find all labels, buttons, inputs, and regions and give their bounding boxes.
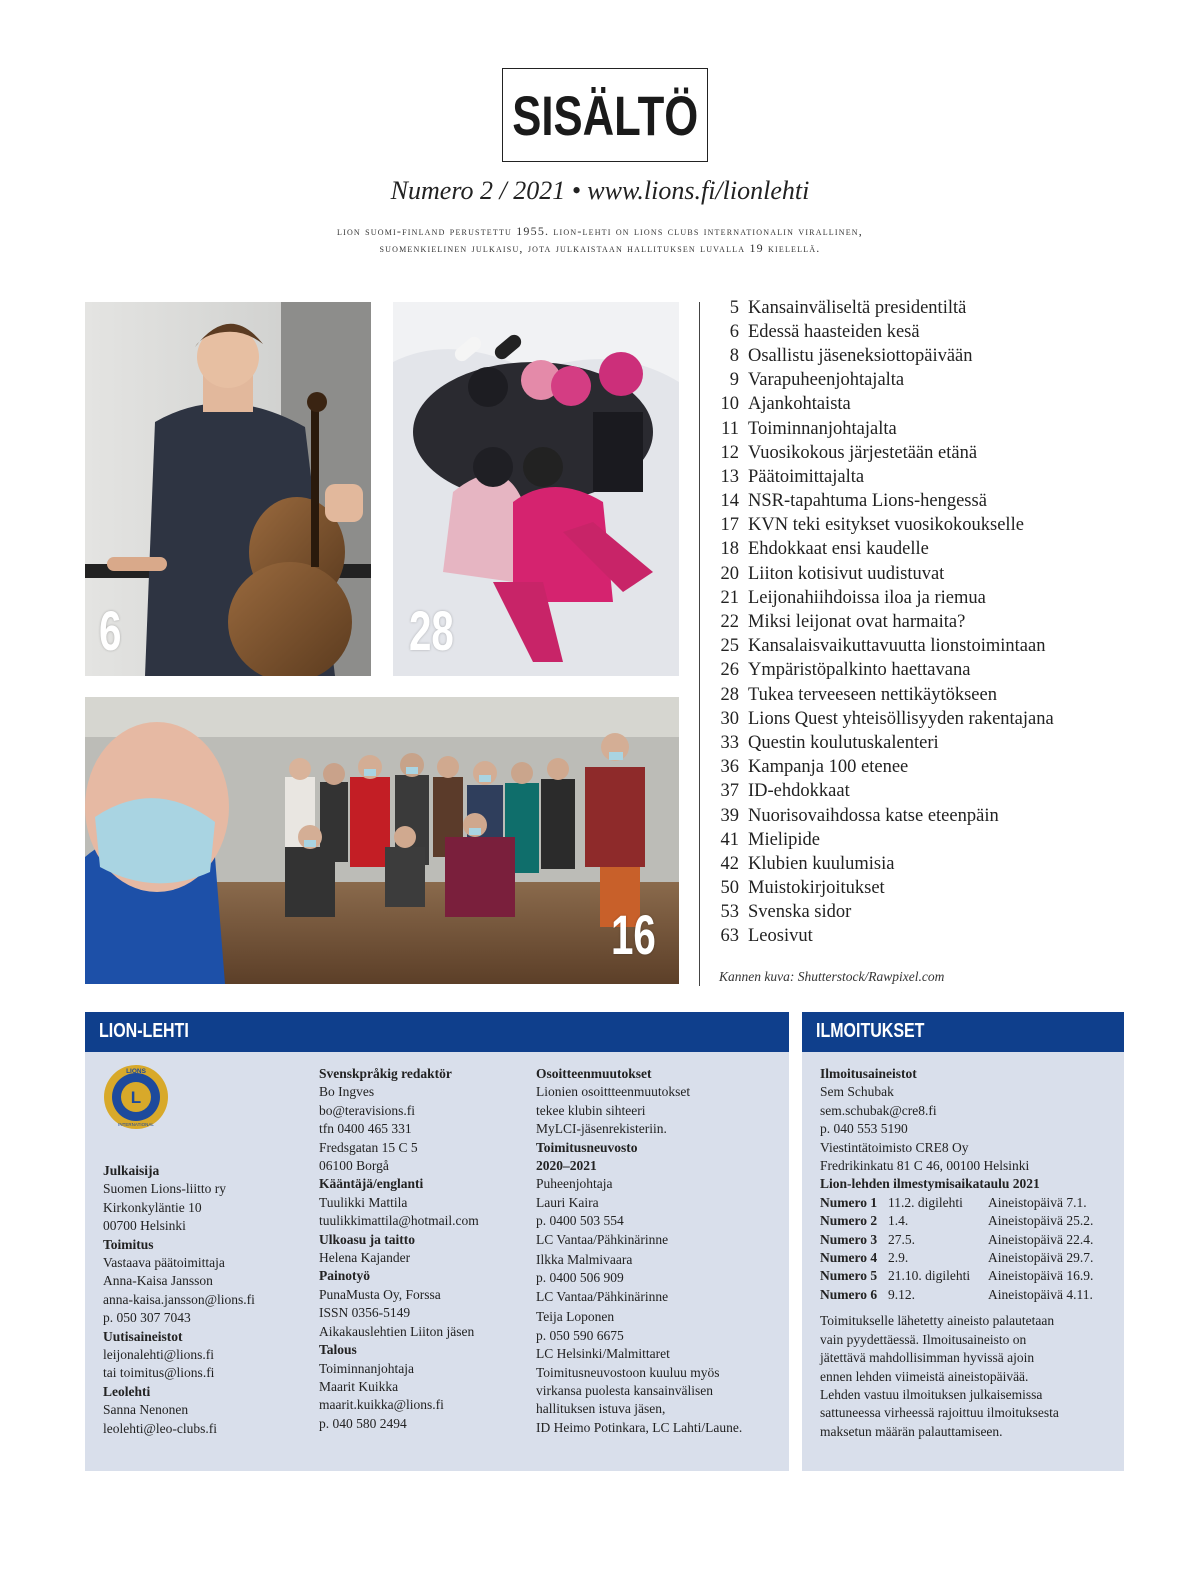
toc-item[interactable] — [712, 417, 1152, 441]
schedule-issue: Numero 4 — [820, 1250, 878, 1266]
toc-item[interactable] — [712, 877, 1152, 901]
toc-title: Kansalaisvaikuttavuutta lionstoimintaan — [748, 636, 1046, 657]
neuvosto-line: LC Helsinki/Malmittaret — [536, 1346, 670, 1362]
neuvosto-line: p. 0400 506 909 — [536, 1270, 624, 1286]
aineistot-line: Sem Schubak — [820, 1084, 894, 1100]
toc-item[interactable] — [712, 852, 1152, 876]
ilmoitukset-content — [820, 1065, 1120, 1441]
toimitus-line: Vastaava päätoimittaja — [103, 1255, 225, 1271]
neuvosto-line: Puheenjohtaja — [536, 1176, 613, 1192]
schedule-date: 1.4. — [888, 1213, 909, 1229]
toc-title: Liiton kotisivut uudistuvat — [748, 563, 945, 584]
toc-title: Osallistu jäseneksiottopäivään — [748, 345, 973, 366]
toc-title: Muistokirjoitukset — [748, 878, 885, 899]
lion-lehti-col2 — [319, 1065, 529, 1433]
ilmoitukset-note-line: sattuneessa virheessä rajoittuu ilmoituksesta — [820, 1405, 1059, 1421]
photo-group — [85, 697, 679, 984]
toc-title: Svenska sidor — [748, 902, 852, 923]
talous-phone: p. 040 580 2494 — [319, 1415, 407, 1431]
schedule-table — [820, 1194, 1120, 1304]
uutisaineistot-email[interactable]: leijonalehti@lions.fi — [103, 1347, 215, 1363]
neuvosto-line: LC Vantaa/Pähkinärinne — [536, 1231, 669, 1247]
intro-line: lion suomi-finland perustettu 1955. lion-lehti on lions clubs internationalin virallinen, — [337, 224, 863, 238]
title-box — [502, 68, 708, 162]
uutisaineistot-heading: Uutisaineistot — [103, 1328, 183, 1344]
schedule-row — [820, 1286, 1120, 1304]
toc-page-number: 10 — [720, 394, 739, 415]
toimitusneuvosto-heading: Toimitusneuvosto — [536, 1139, 638, 1155]
aineistot-phone: p. 040 553 5190 — [820, 1121, 908, 1137]
kaantaja-line: Tuulikki Mattila — [319, 1194, 408, 1210]
toc-page-number: 22 — [720, 612, 739, 633]
osoite-line: Lionien osoittteenmuutokset — [536, 1084, 691, 1100]
schedule-heading: Lion-lehden ilmestymisaikataulu 2021 — [820, 1176, 1040, 1192]
aineistot-line: Fredrikinkatu 81 C 46, 00100 Helsinki — [820, 1158, 1030, 1174]
svensk-redaktor-heading: Svenskpråkig redaktör — [319, 1066, 452, 1081]
toimitus-phone: p. 050 307 7043 — [103, 1310, 191, 1326]
photo-cellist-image — [85, 302, 371, 676]
schedule-date: 9.12. — [888, 1286, 915, 1302]
ilmoitukset-note-line: Lehden vastuu ilmoituksen julkaisemissa — [820, 1386, 1043, 1402]
toc-page-number: 63 — [720, 926, 739, 947]
schedule-issue: Numero 3 — [820, 1231, 878, 1247]
toc-item[interactable] — [712, 514, 1152, 538]
toc-title: Lions Quest yhteisöllisyyden rakentajana — [748, 708, 1054, 729]
table-of-contents — [712, 296, 1152, 949]
toc-item[interactable] — [712, 320, 1152, 344]
talous-email[interactable]: maarit.kuikka@lions.fi — [319, 1397, 444, 1413]
painotyo-line: Aikakauslehtien Liiton jäsen — [319, 1323, 475, 1339]
kaantaja-email[interactable]: tuulikkimattila@hotmail.com — [319, 1213, 479, 1229]
ilmoitukset-note-line: ennen lehden viimeistä aineistopäivää. — [820, 1368, 1029, 1384]
toc-page-number: 20 — [720, 563, 739, 584]
ilmoitukset-heading-bar — [802, 1012, 1124, 1052]
leolehti-line: Sanna Nenonen — [103, 1402, 189, 1418]
neuvosto-note-line: ID Heimo Potinkara, LC Lahti/Laune. — [536, 1419, 743, 1435]
toc-title: Mielipide — [748, 829, 820, 850]
toc-title: NSR-tapahtuma Lions-hengessä — [748, 491, 987, 512]
julkaisija-line: Kirkonkyläntie 10 — [103, 1199, 202, 1215]
photo-group-image — [85, 697, 679, 984]
julkaisija-line: Suomen Lions-liitto ry — [103, 1181, 226, 1197]
ilmoitukset-note-line: jätettävä mahdollisimman hyvissä ajoin — [820, 1350, 1035, 1366]
toc-page-number: 9 — [729, 370, 739, 391]
svensk-line: tfn 0400 465 331 — [319, 1121, 412, 1137]
talous-line: Toiminnanjohtaja — [319, 1360, 415, 1376]
toc-item[interactable] — [712, 344, 1152, 368]
toc-title: Ympäristöpalkinto haettavana — [748, 660, 971, 681]
cover-credit: Kannen kuva: Shutterstock/Rawpixel.com — [719, 969, 945, 984]
osoite-line: tekee klubin sihteeri — [536, 1102, 646, 1118]
neuvosto-note-line: virkansa puolesta kansainvälisen — [536, 1382, 713, 1398]
toc-item[interactable] — [712, 925, 1152, 949]
intro-text — [0, 223, 1200, 257]
schedule-date: 2.9. — [888, 1250, 909, 1266]
logo-top-text: LIONS — [126, 1068, 146, 1075]
toimitus-heading: Toimitus — [103, 1236, 154, 1252]
ilmoitukset-heading: ILMOITUKSET — [816, 1020, 925, 1042]
toc-page-number: 25 — [720, 636, 739, 657]
toc-item[interactable] — [712, 828, 1152, 852]
painotyo-line: PunaMusta Oy, Forssa — [319, 1286, 441, 1302]
toc-item[interactable] — [712, 369, 1152, 393]
column-divider — [699, 302, 700, 986]
toc-item[interactable] — [712, 610, 1152, 634]
ulkoasu-heading: Ulkoasu ja taitto — [319, 1231, 416, 1247]
toc-item[interactable] — [712, 586, 1152, 610]
schedule-deadline: Aineistopäivä 22.4. — [988, 1231, 1094, 1247]
talous-line: Maarit Kuikka — [319, 1378, 399, 1394]
toc-title: Leijonahiihdoissa iloa ja riemua — [748, 587, 986, 608]
toc-page-number: 36 — [720, 757, 739, 778]
toc-page-number: 12 — [720, 442, 739, 463]
schedule-deadline: Aineistopäivä 4.11. — [988, 1286, 1093, 1302]
lion-lehti-col3 — [536, 1065, 786, 1437]
lion-lehti-heading-bar — [85, 1012, 789, 1052]
toc-page-number: 11 — [721, 418, 739, 439]
toc-page-number: 41 — [720, 829, 739, 850]
toc-title: Ajankohtaista — [748, 394, 851, 415]
kaantaja-heading: Kääntäjä/englanti — [319, 1176, 424, 1192]
toc-title: Kansainväliseltä presidentiltä — [748, 297, 967, 318]
photo-page-number: 6 — [99, 599, 122, 662]
toc-page-number: 28 — [720, 684, 739, 705]
toc-page-number: 26 — [720, 660, 739, 681]
toc-item[interactable] — [712, 756, 1152, 780]
toc-page-number: 17 — [720, 515, 739, 536]
toc-item[interactable] — [712, 538, 1152, 562]
toc-page-number: 5 — [729, 297, 739, 318]
svensk-email[interactable]: bo@teravisions.fi — [319, 1102, 416, 1118]
toc-title: Kampanja 100 etenee — [748, 757, 909, 778]
schedule-issue: Numero 2 — [820, 1213, 878, 1229]
toc-page-number: 50 — [720, 878, 739, 899]
schedule-issue: Numero 1 — [820, 1194, 878, 1210]
toc-page-number: 13 — [720, 466, 739, 487]
schedule-date: 21.10. digilehti — [888, 1268, 971, 1284]
toc-page-number: 21 — [720, 587, 739, 608]
toc-title: Päätoimittajalta — [748, 466, 865, 487]
toc-title: Klubien kuulumisia — [748, 853, 895, 874]
toc-page-number: 6 — [729, 321, 739, 342]
schedule-date: 27.5. — [888, 1231, 915, 1247]
toc-title: Toiminnanjohtajalta — [748, 418, 897, 439]
schedule-deadline: Aineistopäivä 29.7. — [988, 1250, 1094, 1266]
toc-page-number: 42 — [720, 853, 739, 874]
photo-page-number: 28 — [409, 599, 454, 662]
leolehti-heading: Leolehti — [103, 1383, 151, 1399]
ilmoitusaineistot-heading: Ilmoitusaineistot — [820, 1066, 917, 1081]
intro-line: suomenkielinen julkaisu, jota julkaistaan hallituksen luvalla 19 kielellä. — [379, 241, 821, 255]
toc-page-number: 8 — [729, 345, 739, 366]
photo-page-number: 16 — [611, 903, 656, 966]
toc-item[interactable] — [712, 731, 1152, 755]
toc-page-number: 14 — [720, 491, 739, 512]
toc-item[interactable] — [712, 490, 1152, 514]
toc-title: Nuorisovaihdossa katse eteenpäin — [748, 805, 999, 826]
talous-heading: Talous — [319, 1342, 357, 1358]
toc-item[interactable] — [712, 635, 1152, 659]
toc-item[interactable] — [712, 393, 1152, 417]
toc-page-number: 37 — [720, 781, 739, 802]
toc-title: Edessä haasteiden kesä — [748, 321, 920, 342]
painotyo-heading: Painotyö — [319, 1268, 371, 1284]
toc-page-number: 33 — [720, 732, 739, 753]
ilmoitukset-note-line: Toimitukselle lähetetty aineisto palautetaan — [820, 1313, 1055, 1329]
ulkoasu-line: Helena Kajander — [319, 1250, 411, 1266]
neuvosto-line: Lauri Kaira — [536, 1194, 599, 1210]
toc-page-number: 30 — [720, 708, 739, 729]
toc-title: Leosivut — [748, 926, 813, 947]
toc-item[interactable] — [712, 296, 1152, 320]
logo-bottom-text: INTERNATIONAL — [118, 1122, 154, 1127]
photo-cellist — [85, 302, 371, 676]
neuvosto-line: p. 050 590 6675 — [536, 1327, 624, 1343]
toc-item[interactable] — [712, 441, 1152, 465]
toc-item[interactable] — [712, 683, 1152, 707]
toc-item[interactable] — [712, 780, 1152, 804]
schedule-row — [820, 1231, 1120, 1249]
ilmoitukset-note-line: maksetun määrän palauttamiseen. — [820, 1423, 1003, 1439]
julkaisija-heading: Julkaisija — [103, 1163, 160, 1178]
svensk-line: Bo Ingves — [319, 1084, 375, 1100]
toc-item[interactable] — [712, 707, 1152, 731]
osoite-line: MyLCI-jäsenrekisteriin. — [536, 1121, 667, 1137]
lion-lehti-col1 — [103, 1162, 303, 1438]
page-title: SISÄLTÖ — [511, 83, 699, 147]
aineistot-line: Viestintätoimisto CRE8 Oy — [820, 1139, 969, 1155]
toc-title: Miksi leijonat ovat harmaita? — [748, 612, 966, 633]
svensk-line: 06100 Borgå — [319, 1158, 389, 1174]
schedule-date: 11.2. digilehti — [888, 1194, 963, 1210]
photo-snow-kids — [393, 302, 679, 676]
toc-item[interactable] — [712, 465, 1152, 489]
painotyo-line: ISSN 0356-5149 — [319, 1305, 411, 1321]
toc-item[interactable] — [712, 804, 1152, 828]
neuvosto-line: Teija Loponen — [536, 1309, 615, 1325]
schedule-deadline: Aineistopäivä 16.9. — [988, 1268, 1094, 1284]
schedule-deadline: Aineistopäivä 7.1. — [988, 1194, 1087, 1210]
toc-item[interactable] — [712, 901, 1152, 925]
schedule-issue: Numero 5 — [820, 1268, 878, 1284]
logo-letter: L — [130, 1088, 142, 1107]
lions-logo-icon — [103, 1064, 169, 1130]
svensk-line: Fredsgatan 15 C 5 — [319, 1139, 418, 1155]
schedule-issue: Numero 6 — [820, 1286, 878, 1302]
toc-page-number: 18 — [720, 539, 739, 560]
neuvosto-note-line: Toimitusneuvostoon kuuluu myös — [536, 1364, 720, 1380]
leolehti-email[interactable]: leolehti@leo-clubs.fi — [103, 1420, 218, 1436]
toc-item[interactable] — [712, 659, 1152, 683]
toimitusneuvosto-period: 2020–2021 — [536, 1158, 597, 1174]
toimitus-email[interactable]: anna-kaisa.jansson@lions.fi — [103, 1291, 255, 1307]
neuvosto-line: Ilkka Malmivaara — [536, 1252, 633, 1268]
toc-title: Questin koulutuskalenteri — [748, 732, 939, 753]
toc-title: Varapuheenjohtajalta — [748, 370, 905, 391]
lion-lehti-heading: LION-LEHTI — [99, 1020, 189, 1042]
toc-title: Vuosikokous järjestetään etänä — [748, 442, 978, 463]
julkaisija-line: 00700 Helsinki — [103, 1218, 186, 1234]
aineistot-email[interactable]: sem.schubak@cre8.fi — [820, 1102, 937, 1118]
toc-item[interactable] — [712, 562, 1152, 586]
neuvosto-note-line: hallituksen istuva jäsen, — [536, 1401, 666, 1417]
schedule-deadline: Aineistopäivä 25.2. — [988, 1213, 1094, 1229]
schedule-row — [820, 1212, 1120, 1230]
neuvosto-line: LC Vantaa/Pähkinärinne — [536, 1288, 669, 1304]
toc-title: Ehdokkaat ensi kaudelle — [748, 539, 929, 560]
schedule-row — [820, 1267, 1120, 1285]
schedule-row — [820, 1249, 1120, 1267]
ilmoitukset-note-line: vain pyydettäessä. Ilmoitusaineisto on — [820, 1331, 1027, 1347]
toimitus-line: Anna-Kaisa Jansson — [103, 1273, 213, 1289]
neuvosto-line: p. 0400 503 554 — [536, 1213, 624, 1229]
schedule-row — [820, 1194, 1120, 1212]
toc-title: KVN teki esitykset vuosikokoukselle — [748, 515, 1024, 536]
osoitteenmuutokset-heading: Osoitteenmuutokset — [536, 1066, 652, 1081]
uutisaineistot-line: tai toimitus@lions.fi — [103, 1365, 215, 1381]
toc-page-number: 53 — [720, 902, 739, 923]
toc-title: Tukea terveeseen nettikäytökseen — [748, 684, 997, 705]
issue-line: Numero 2 / 2021 • www.lions.fi/lionlehti — [390, 176, 810, 205]
toc-title: ID-ehdokkaat — [748, 781, 850, 802]
toc-page-number: 39 — [720, 805, 739, 826]
